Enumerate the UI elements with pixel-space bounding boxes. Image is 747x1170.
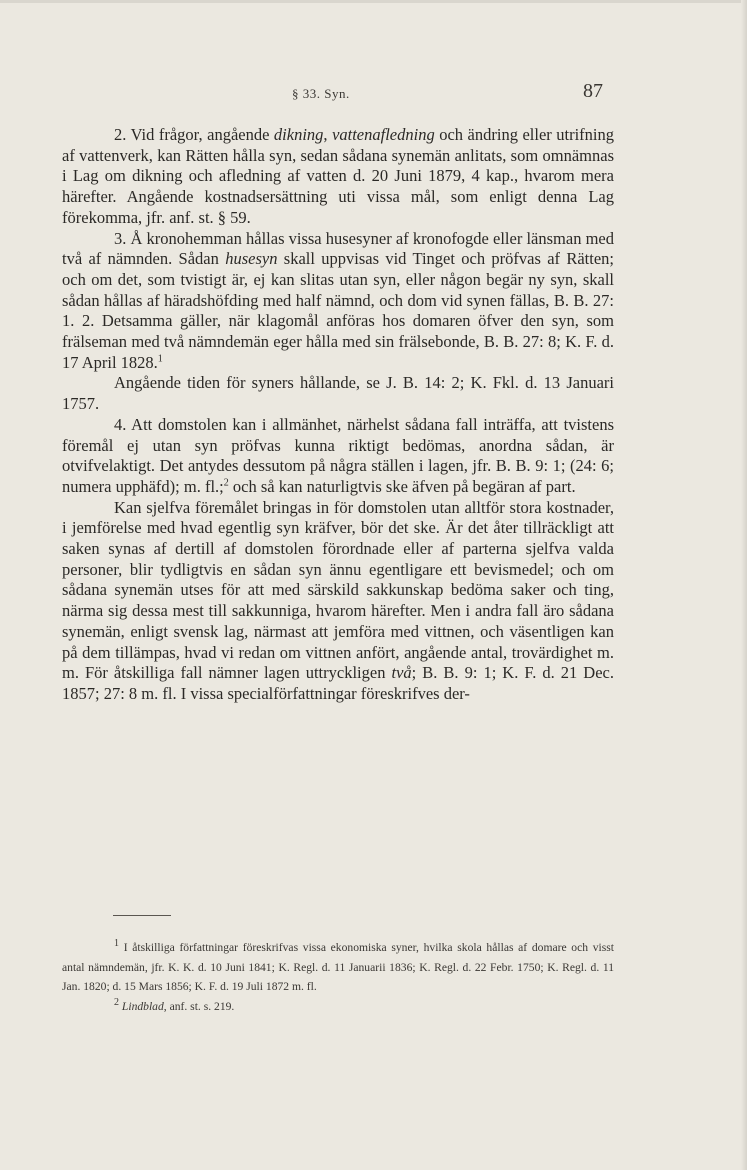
footnote-1: $^1$ I åtskilliga författningar föreskrifvas vissa ekonomiska syner, hvilka skola hållas af domare och visst antal nämndemän, jfr. K. K. d. 10 Juni 1841; K. Regl. d. 11 Januarii 1836; K. Regl. d. 22 Febr. 1750; K. Regl. d. 11 Jan. 1820; d. 15 Mars 1856; K. F. d. 19 Juli 1872 m. fl. [62,938,615,993]
footnote-ref-2: 2 [223,477,229,489]
footnote-separator [113,915,171,916]
footnotes [62,938,614,1016]
body-text [62,125,614,705]
paragraph-2-dikning: 2. Vid frågor, angående dikning, vattenafledning och ändring eller utrifning af vattenverk, kan Rätten hålla syn, sedan sådana synemän anlitats, som omnämnas i Lag om dikning och afledning af vatten d. 20 Juni 1879, 4 kap., hvarom mera härefter. Angående kostnadsersättning uti vissa mål, som enligt denna Lag förekomma, jfr. anf. st. § 59. [62,125,615,227]
paragraph-syner-tid: Angående tiden för syners hållande, se J. B. 14: 2; K. Fkl. d. 13 Januari 1757. [62,373,614,414]
paragraph-4-domstolen: 4. Att domstolen kan i allmänhet, närhelst sådana fall inträffa, att tvistens föremål ej utan syn pröfvas kunna riktigt bedömas, anordna sådan, är otvifvelaktigt. Det antydes dessutom på några ställen i lagen, jfr. B. B. 9: 1; (24: 6; numera upphäfd); m. fl.;$^2$ och så kan naturligtvis ske äfven på begäran af part. [62,414,614,496]
page-right-edge [741,0,747,1170]
paragraph-foremalet: Kan sjelfva föremålet bringas in för domstolen utan alltför stora kostnader, i jemförelse med hvad egentlig syn kräfver, bör det ske. Är det åter tillräckligt att saken synas af dertill af domstolen förordnade eller af parterna sjelfva valda personer, blir tydligtvis en sådan syn ännu egentligare ett bevismedel; och om sådana synemän utses för att med särskild sakkunskap bedöma saker och ting, närma sig dessa mest till sakkunniga, hvarom härefter. Men i andra fall äro sådana synemän, enligt svensk lag, närmast att jemföra med vittnen, och väsentligen kan på dem tillämpas, hvad vi redan om vittnen anfört, angående antal, trovärdighet m. m. För åtskilliga fall nämner lagen uttryckligen två; B. B. 9: 1; K. F. d. 21 Dec. 1857; 27: 8 m. fl. I vissa specialförfattningar föreskrifves der- [62,497,614,703]
running-head: § 33. Syn. [292,86,350,101]
footnote-ref-1: 1 [157,353,163,365]
page-number: 87 [583,80,603,102]
page-top-edge [0,0,747,3]
footnote-2: $^2$ Lindblad, anf. st. s. 219. [114,996,235,1013]
paragraph-3-husesyn: 3. Å kronohemman hållas vissa husesyner af kronofogde eller länsman med två af nämnden. Sådan husesyn skall uppvisas vid Tinget och pröfvas af Rätten; och om det, som tvistigt är, ej kan slitas utan syn, eller någon begär ny syn, skall sådan hållas af häradshöfding med half nämnd, och dom vid synen fällas, B. B. 27: 1. 2. Detsamma gäller, när klagomål anföras hos domaren öfver den syn, som frälseman med två nämndemän eger hålla med sin frälsebonde, B. B. 27: 8; K. F. d. 17 April 1828.$^1$ [62,228,614,372]
